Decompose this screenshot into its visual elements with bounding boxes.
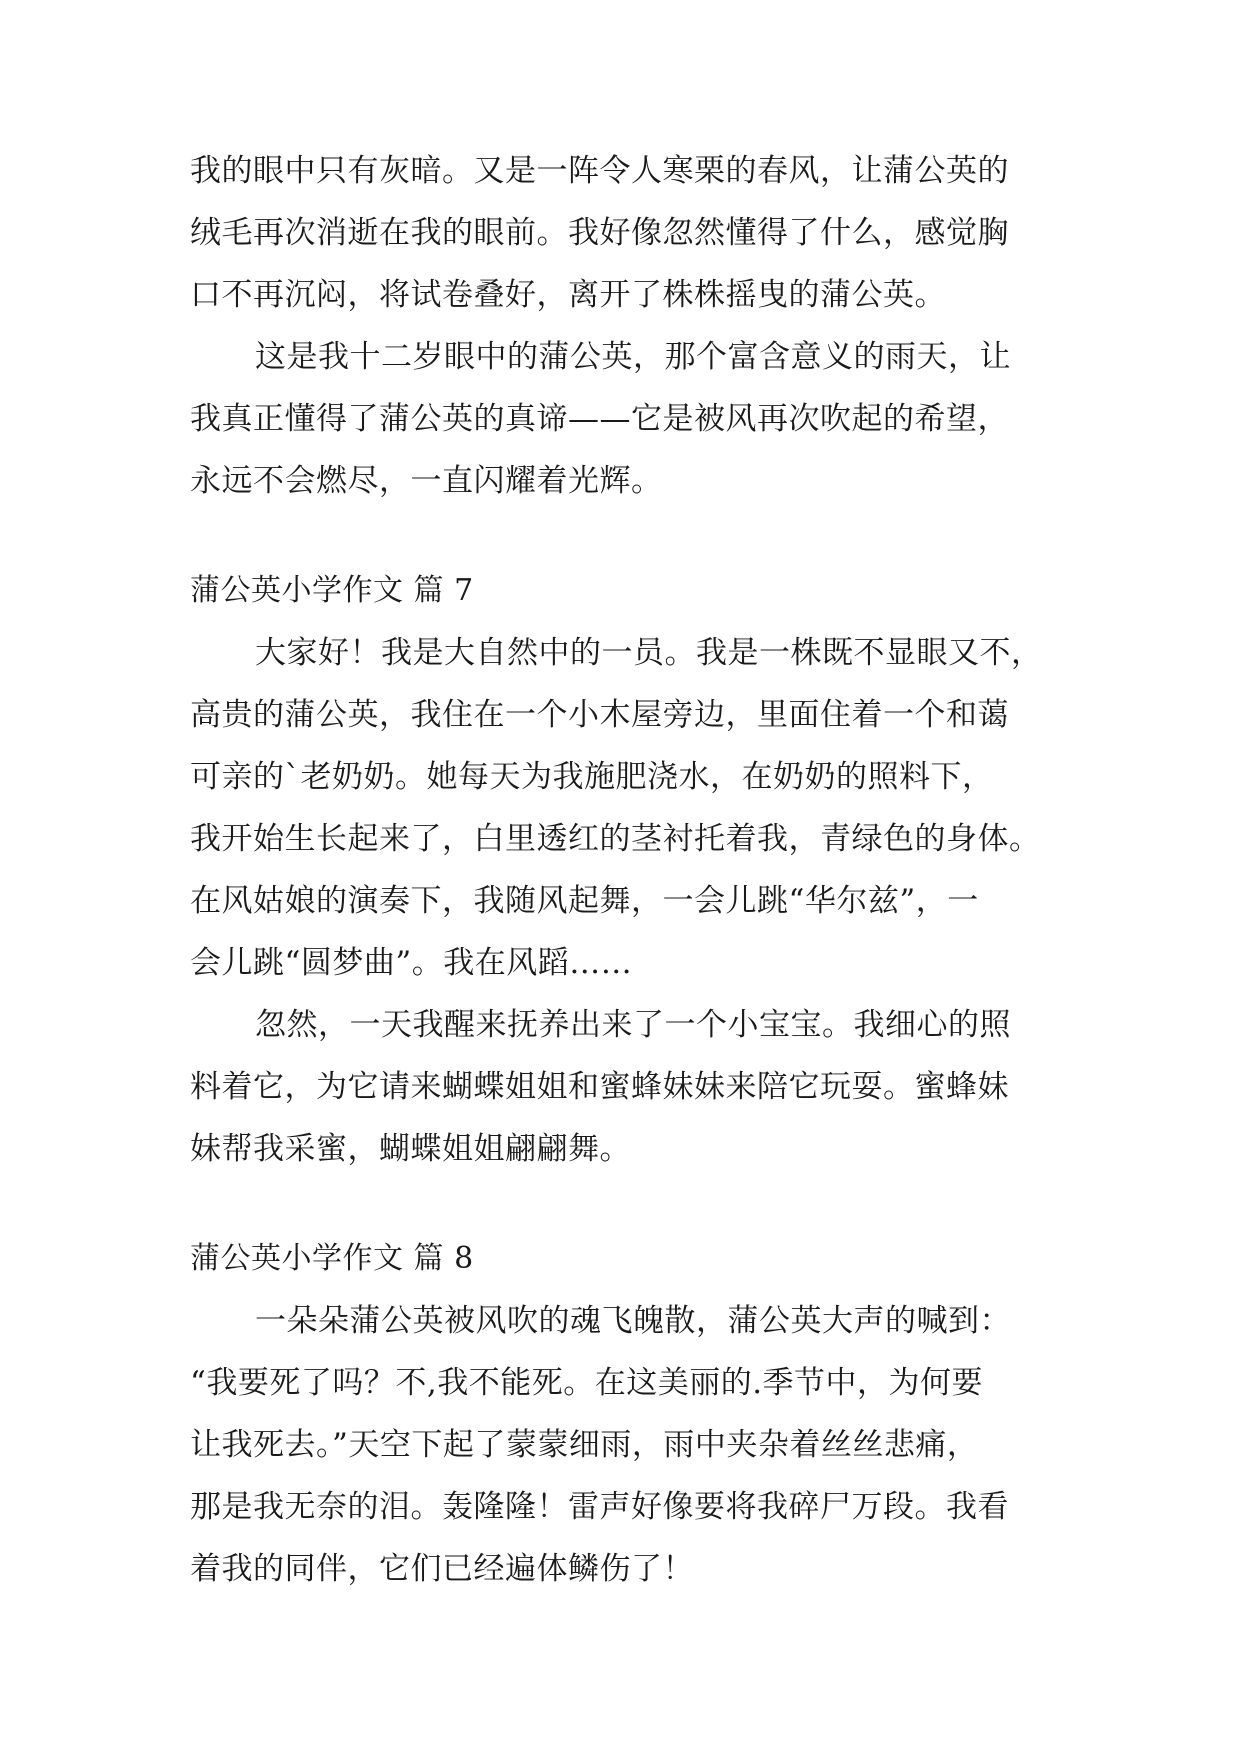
text-line: 可亲的`老奶奶。她每天为我施肥浇水，在奶奶的照料下， (190, 759, 994, 795)
paragraph-first-line: 大家好！我是大自然中的一员。我是一株既不显眼又不， (255, 635, 1043, 671)
text-line: “我要死了吗？不,我不能死。在这美丽的.季节中，为何要 (190, 1365, 984, 1401)
text-line: 我的眼中只有灰暗。又是一阵令人寒栗的春风，让蒲公英的 (190, 153, 1009, 189)
section-heading: 蒲公英小学作文 篇 8 (190, 1241, 474, 1276)
section-heading: 蒲公英小学作文 篇 7 (190, 573, 474, 608)
text-line: 料着它，为它请来蝴蝶姐姐和蜜蜂妹妹来陪它玩耍。蜜蜂妹 (190, 1069, 1009, 1105)
text-line: 永远不会燃尽，一直闪耀着光辉。 (190, 463, 663, 499)
text-line: 高贵的蒲公英，我住在一个小木屋旁边，里面住着一个和蔼 (190, 697, 1009, 733)
text-line: 口不再沉闷，将试卷叠好，离开了株株摇曳的蒲公英。 (190, 277, 946, 313)
paragraph-first-line: 忽然，一天我醒来抚养出来了一个小宝宝。我细心的照 (255, 1007, 1011, 1043)
paragraph-first-line: 这是我十二岁眼中的蒲公英，那个富含意义的雨天，让 (255, 339, 1011, 375)
text-line: 着我的同伴，它们已经遍体鳞伤了！ (190, 1551, 694, 1587)
paragraph-first-line: 一朵朵蒲公英被风吹的魂飞魄散，蒲公英大声的喊到： (255, 1303, 1011, 1339)
text-line: 在风姑娘的演奏下，我随风起舞，一会儿跳“华尔兹”，一 (190, 883, 979, 919)
text-line: 会儿跳“圆梦曲”。我在风蹈…… (190, 945, 633, 981)
text-line: 让我死去。”天空下起了蒙蒙细雨，雨中夹杂着丝丝悲痛， (190, 1427, 979, 1463)
text-line: 那是我无奈的泪。轰隆隆！雷声好像要将我碎尸万段。我看 (190, 1489, 1009, 1525)
text-line: 我开始生长起来了，白里透红的茎衬托着我，青绿色的身体。 (190, 821, 1041, 857)
text-line: 绒毛再次消逝在我的眼前。我好像忽然懂得了什么，感觉胸 (190, 215, 1009, 251)
text-line: 妹帮我采蜜，蝴蝶姐姐翩翩舞。 (190, 1131, 631, 1167)
text-line: 我真正懂得了蒲公英的真谛——它是被风再次吹起的希望， (190, 401, 1009, 437)
